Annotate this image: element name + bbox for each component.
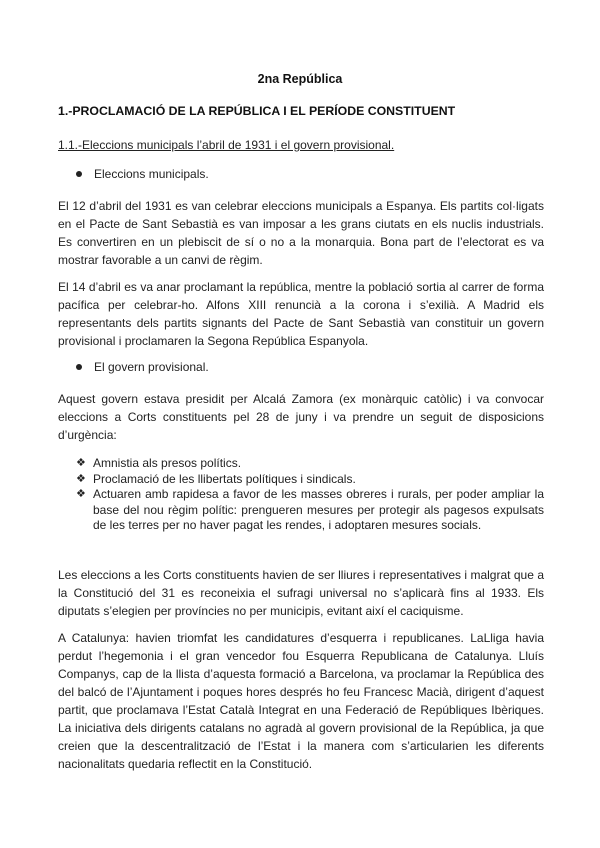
bullet-municipal-elections xyxy=(76,167,209,181)
diamond-bullet-icon: ❖ xyxy=(76,457,86,469)
bullet-provisional-government xyxy=(76,360,209,374)
bullet-text: El govern provisional. xyxy=(94,360,209,374)
diamond-bullet-icon: ❖ xyxy=(76,472,86,485)
diamond-bullet-icon: ❖ xyxy=(76,488,86,500)
bullet-dot-icon xyxy=(76,171,82,177)
paragraph-elections: El 12 d’abril del 1931 es van celebrar eleccions municipals a Espanya. Els partits col·ligats en el Pacte de Sant Sebastià es van imposar a les grans ciutats en els nuclis industrials. Es convertiren en un plebiscit de sí o no a la monarquia. Bona part de l’electorat es va mostrar favorable a un canvi de règim. xyxy=(58,199,544,267)
section-heading: 1.-PROCLAMACIÓ DE LA REPÚBLICA I EL PERÍODE CONSTITUENT xyxy=(58,104,456,118)
subsection-heading: 1.1.-Eleccions municipals l’abril de 1931 i el govern provisional. xyxy=(58,138,395,152)
document-title: 2na República xyxy=(257,72,343,86)
list-item: ❖ Actuaren amb rapidesa a favor de les masses obreres i rurals, per poder ampliar la base del nou règim polític: prengueren mesures per protegir als pagesos expulsats de les terres per no haver pagat les rendes, i adoptaren mesures socials. xyxy=(76,487,544,532)
paragraph-corts: Les eleccions a les Corts constituents havien de ser lliures i representatives i malgrat que a la Constitució del 31 es reconeixia el sufragi universal no s’aplicarà fins al 1933. Els diputats s’elegien per províncies no per municipis, evitant així el caciquisme. xyxy=(58,568,544,618)
paragraph-catalunya: A Catalunya: havien triomfat les candidatures d’esquerra i republicanes. LaLliga havia perdut l’hegemonia i el gran vencedor fou Esquerra Republicana de Catalunya. Lluís Companys, cap de la llista d’aquesta formació a Barcelona, va proclamar la República des del balcó de l’Ajuntament i poques hores després ho feu Francesc Macià, dirigent d’aquest partit, que proclamava l’Estat Català Integrat en una Federació de Repúbliques Ibèriques. La iniciativa dels dirigents catalans no agradà al govern provisional de la República, ja que creien que la descentralització de l’Estat i la manera com s’articularien les diferents nacionalitats quedaria reflectit en la Constitució. xyxy=(58,631,544,771)
list-item: ❖ Amnistia als presos polítics. xyxy=(76,456,242,470)
bullet-dot-icon xyxy=(76,364,82,370)
measures-list xyxy=(76,456,544,534)
paragraph-government: Aquest govern estava presidit per Alcalá Zamora (ex monàrquic catòlic) i va convocar eleccions a Corts constituents pel 28 de juny i va prendre un seguit de disposicions d’urgència: xyxy=(58,392,544,442)
paragraph-proclamation: El 14 d’abril es va anar proclamant la república, mentre la població sortia al carrer de forma pacífica per celebrar-ho. Alfons XIII renuncià a la corona i s’exilià. A Madrid els representants dels partits signants del Pacte de Sant Sebastià van constituir un govern provisional i proclamaren la Segona República Espanyola. xyxy=(58,280,544,348)
bullet-text: Eleccions municipals. xyxy=(94,167,209,181)
list-item: ❖ Proclamació de les llibertats polítiques i sindicals. xyxy=(76,471,356,486)
